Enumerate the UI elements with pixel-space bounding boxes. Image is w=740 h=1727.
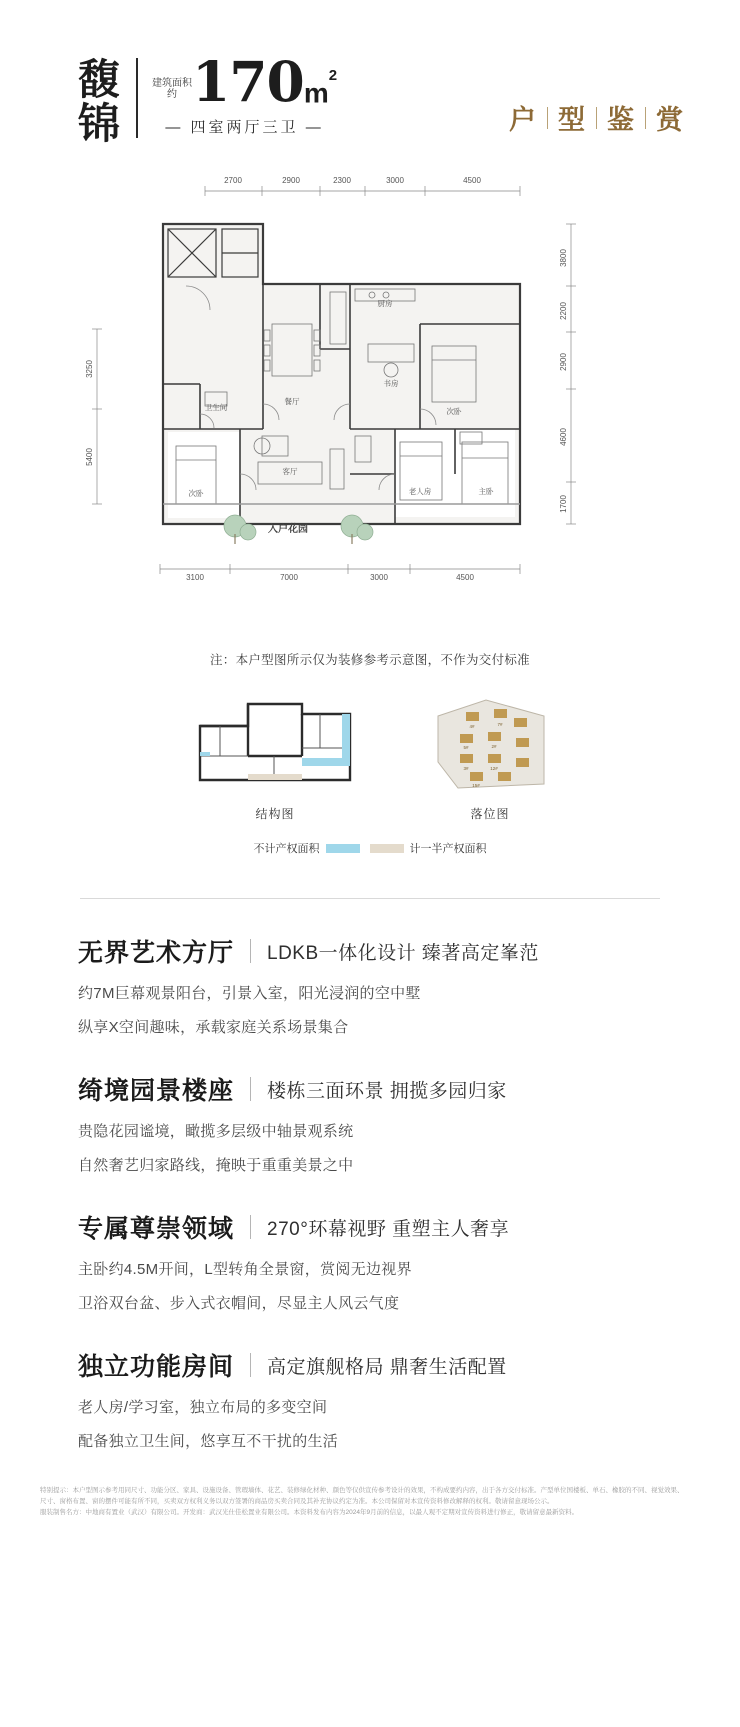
svg-text:书房: 书房 — [383, 379, 399, 388]
feature-2 — [78, 1209, 662, 1313]
legend-label-0: 不计产权面积 — [253, 843, 320, 855]
area-unit-text: m — [303, 77, 329, 108]
feature-2-line-1: 卫浴双台盆、步入式衣帽间，尽显主人风云气度 — [78, 1295, 400, 1312]
title-char-4: 赏 — [656, 105, 684, 136]
svg-text:7#: 7# — [497, 722, 503, 727]
svg-text:12#: 12# — [490, 766, 498, 771]
feature-0-head — [78, 933, 662, 969]
svg-text:餐厅: 餐厅 — [284, 397, 300, 406]
feature-0-subtitle: LDKB一体化设计 臻著高定峯范 — [267, 942, 539, 964]
feature-3-line-0: 老人房/学习室，独立布局的多变空间 — [78, 1399, 328, 1416]
svg-text:主卧: 主卧 — [478, 487, 494, 496]
svg-text:4#: 4# — [469, 724, 475, 729]
structure-plan-drawing — [190, 696, 360, 792]
svg-text:次卧: 次卧 — [188, 489, 204, 498]
svg-text:4500: 4500 — [463, 176, 481, 185]
feature-0-title: 无界艺术方厅 — [78, 938, 235, 967]
brand-char-2: 锦 — [78, 99, 123, 148]
disclaimer — [40, 1485, 700, 1518]
svg-text:2900: 2900 — [559, 353, 568, 371]
feature-3-head — [78, 1347, 662, 1383]
area-unit-exponent: 2 — [328, 66, 338, 84]
position-plan-caption: 落位图 — [470, 807, 510, 821]
feature-1-head — [78, 1071, 662, 1107]
feature-2-line-0: 主卧约4.5M开间，L型转角全景窗，赏阅无边视界 — [78, 1261, 412, 1278]
mini-plans — [0, 696, 740, 822]
area-unit — [303, 66, 338, 108]
plan-note: 注：本户型图所示仅为装修参考示意图，不作为交付标准 — [209, 653, 530, 667]
svg-text:3000: 3000 — [370, 573, 388, 582]
svg-text:客厅: 客厅 — [282, 467, 298, 476]
svg-text:3800: 3800 — [559, 249, 568, 267]
title-char-3: 鉴 — [607, 105, 635, 136]
legend-item-0 — [254, 840, 360, 856]
title-char-1: 户 — [509, 105, 537, 136]
svg-text:2#: 2# — [491, 744, 497, 749]
svg-text:15#: 15# — [472, 783, 480, 788]
svg-text:4600: 4600 — [559, 428, 568, 446]
feature-1-line-1: 自然奢艺归家路线，掩映于重重美景之中 — [78, 1157, 354, 1174]
disclaimer-line-0: 特别提示：本户型图示参考用同尺寸、功能分区、家具、设施设备、管瑕墙体、花艺、装修绿化材种、颜色等仅供宣传参考设计的效果，不构成要约内容，出于各方交付标准。产型单位国楼板、单石、橡胶的不同、视觉效果、 — [40, 1487, 684, 1494]
position-plan — [430, 696, 550, 822]
feature-1-bar — [250, 1077, 251, 1101]
svg-text:卫生间: 卫生间 — [204, 403, 228, 412]
feature-3-subtitle: 高定旗舰格局 鼎奢生活配置 — [267, 1356, 507, 1378]
feature-0 — [78, 933, 662, 1037]
svg-text:3#: 3# — [463, 766, 469, 771]
feature-3-title: 独立功能房间 — [78, 1352, 235, 1381]
svg-text:5400: 5400 — [85, 448, 94, 466]
feature-1 — [78, 1071, 662, 1175]
svg-text:2900: 2900 — [282, 176, 300, 185]
legend — [0, 840, 740, 856]
legend-swatch-1 — [370, 844, 404, 853]
feature-2-bar — [250, 1215, 251, 1239]
disclaimer-line-1: 尺寸、窗格布置、窗的摆件可能有所不同，买卖双方权利义务以双方签署的商品房买卖合同及其补充协议约定为准。本公司保留对本宣传资料修改解释的权利。敬请留意现场公示。 — [40, 1498, 554, 1505]
svg-text:2700: 2700 — [224, 176, 242, 185]
disclaimer-line-2: 服装制售名方：中地商有置业（武汉）有限公司。开发商：武汉光仕佳松置业有限公司。本资料发布内容为2024年9月前的信息，以最人观不定期对宣传资料进行修正，敬请留意最新资料。 — [40, 1509, 579, 1516]
svg-text:次卧: 次卧 — [446, 407, 462, 416]
header — [0, 0, 740, 146]
floor-plan-figure — [0, 174, 740, 644]
svg-text:7000: 7000 — [280, 573, 298, 582]
legend-item-1 — [370, 840, 487, 856]
svg-text:3100: 3100 — [186, 573, 204, 582]
structure-plan-caption: 结构图 — [255, 807, 295, 821]
svg-text:3250: 3250 — [85, 360, 94, 378]
svg-text:4500: 4500 — [456, 573, 474, 582]
svg-text:2200: 2200 — [559, 302, 568, 320]
svg-text:2300: 2300 — [333, 176, 351, 185]
area-value: 170 — [192, 49, 304, 114]
area-top — [152, 49, 338, 114]
brand-divider — [136, 58, 138, 138]
title-char-2: 型 — [558, 105, 586, 136]
brand-char-1: 馥 — [78, 55, 123, 104]
feature-3 — [78, 1347, 662, 1451]
structure-plan — [190, 696, 360, 822]
area-prefix-label: 建筑面积约 — [152, 78, 193, 100]
svg-text:3000: 3000 — [386, 176, 404, 185]
brand-name — [78, 52, 122, 146]
features-section — [0, 899, 740, 1451]
floor-plan-drawing — [0, 174, 740, 644]
feature-2-title: 专属尊崇领域 — [78, 1214, 235, 1243]
svg-text:厨房: 厨房 — [377, 299, 393, 308]
feature-0-bar — [250, 939, 251, 963]
feature-3-bar — [250, 1353, 251, 1377]
position-plan-drawing — [430, 696, 550, 792]
area-block — [152, 49, 338, 137]
feature-1-line-0: 贵隐花园谧境，瞰揽多层级中轴景观系统 — [78, 1123, 354, 1140]
feature-1-subtitle: 楼栋三面环景 拥揽多园归家 — [267, 1080, 507, 1102]
feature-2-head — [78, 1209, 662, 1245]
svg-text:老人房: 老人房 — [408, 487, 432, 496]
feature-1-title: 绮境园景楼座 — [78, 1076, 235, 1105]
feature-0-line-1: 纵享X空间趣味，承载家庭关系场景集合 — [78, 1019, 349, 1036]
feature-3-line-1: 配备独立卫生间，悠享互不干扰的生活 — [78, 1433, 339, 1450]
layout-label: — 四室两厅三卫 — — [165, 119, 324, 136]
legend-label-1: 计一半产权面积 — [409, 843, 487, 855]
svg-text:入户花园: 入户花园 — [268, 524, 308, 535]
svg-text:1700: 1700 — [559, 495, 568, 513]
svg-text:5#: 5# — [463, 745, 469, 750]
feature-2-subtitle: 270°环幕视野 重塑主人奢享 — [267, 1218, 510, 1240]
feature-0-line-0: 约7M巨幕观景阳台，引景入室，阳光浸润的空中墅 — [78, 985, 421, 1002]
legend-swatch-0 — [326, 844, 360, 853]
header-right-title — [499, 52, 700, 137]
